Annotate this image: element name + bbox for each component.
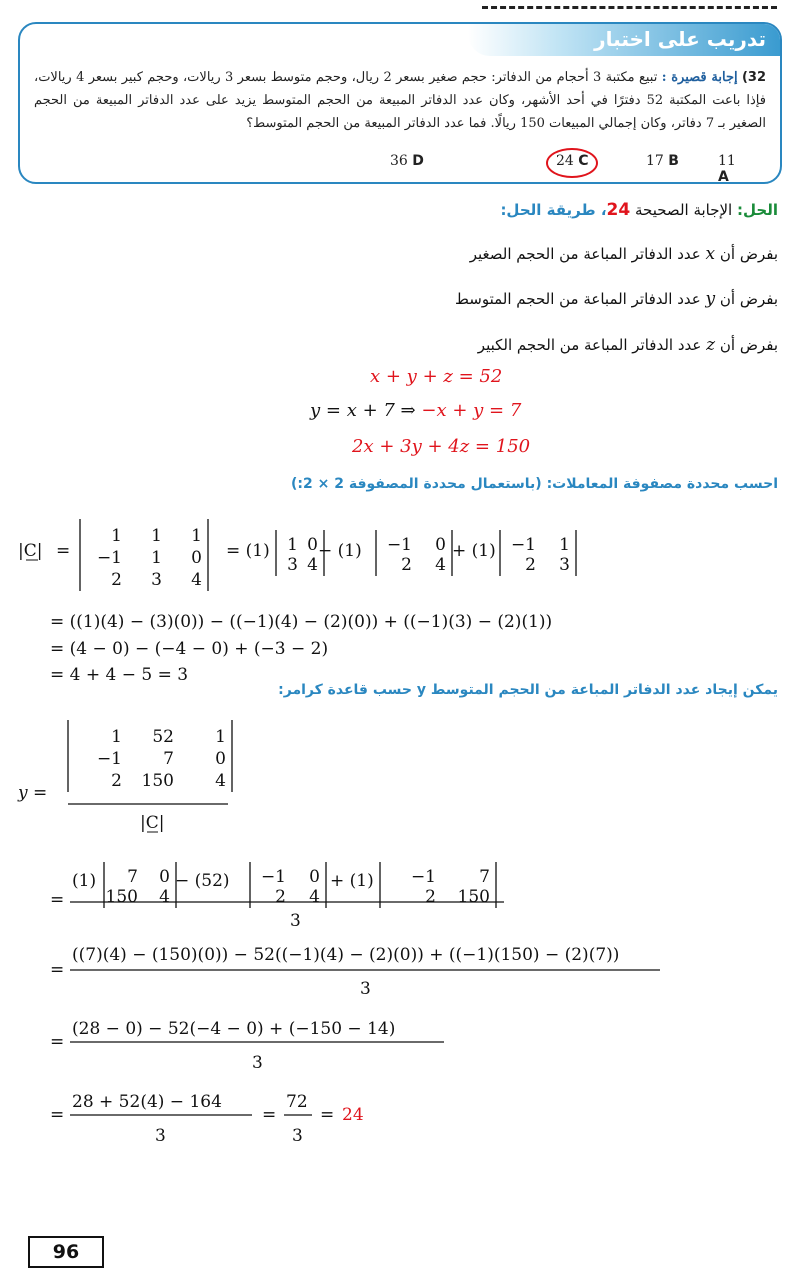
svg-text:3: 3	[292, 1126, 303, 1146]
choice-b[interactable]: 17 B	[646, 153, 679, 169]
final-result: 24	[342, 1105, 364, 1125]
matrix-entry: −1	[96, 749, 122, 769]
minor-1	[276, 530, 324, 576]
matrix-entry: 1	[111, 526, 122, 546]
matrix-entry: 7	[479, 867, 490, 887]
equation-2: y = x + 7 ⇒ −x + y = 7	[310, 400, 522, 421]
matrix-entry: 2	[275, 887, 286, 907]
matrix-entry: 0	[309, 867, 320, 887]
minor-3	[500, 530, 576, 576]
svg-text:=: =	[50, 960, 65, 980]
matrix-entry: −1	[386, 535, 412, 555]
svg-text:|C|: |C|	[18, 541, 43, 561]
matrix-entry: 0	[307, 535, 318, 555]
equation-1: x + y + z = 52	[370, 366, 503, 387]
matrix-entry: 4	[307, 555, 318, 575]
cramer-line-3: (28 − 0) − 52(−4 − 0) + (−150 − 14)	[72, 1019, 396, 1039]
svg-text:=: =	[56, 541, 71, 561]
matrix-entry: 0	[215, 749, 226, 769]
matrix-entry: 2	[401, 555, 412, 575]
minor-2	[376, 530, 452, 576]
choice-a[interactable]: 11 A	[718, 153, 736, 184]
cramer-heading: يمكن إيجاد عدد الدفاتر المباعة من الحجم المتوسط y حسب قاعدة كرامر:	[278, 682, 778, 698]
svg-text:(1): (1)	[72, 871, 97, 891]
matrix-cy	[68, 720, 232, 792]
matrix-entry: 2	[425, 887, 436, 907]
method-text: ، طريقة الحل:	[500, 201, 607, 219]
matrix-entry: 150	[105, 887, 138, 907]
answer-value: 24	[606, 200, 631, 220]
page-number: 96	[28, 1236, 104, 1268]
matrix-c	[80, 519, 208, 591]
svg-text:=: =	[262, 1105, 277, 1125]
matrix-entry: 7	[163, 749, 174, 769]
det-line-3: = (4 − 0) − (−4 − 0) + (−3 − 2)	[50, 639, 329, 659]
matrix-entry: 7	[127, 867, 138, 887]
svg-text:y =: y =	[18, 783, 48, 803]
svg-text:3: 3	[290, 911, 301, 931]
choice-d[interactable]: 36 D	[390, 153, 424, 169]
matrix-entry: 0	[191, 548, 202, 568]
assumption-y: بفرض أن y عدد الدفاتر المباعة من الحجم المتوسط	[455, 289, 778, 309]
matrix-entry: 1	[287, 535, 298, 555]
cramer-line-2: ((7)(4) − (150)(0)) − 52((−1)(4) − (2)(0)) + ((−1)(150) − (2)(7))	[72, 945, 620, 965]
determinant-expansion	[18, 519, 576, 591]
matrix-entry: 1	[151, 548, 162, 568]
cramer-minor-3	[380, 862, 496, 908]
svg-text:3: 3	[155, 1126, 166, 1146]
matrix-entry: 3	[151, 570, 162, 590]
svg-text:= (1): = (1)	[226, 541, 270, 561]
cramer-minor-1	[104, 862, 176, 908]
cramer-y-fraction	[17, 720, 232, 833]
determinant-heading: احسب محددة مصفوفة المعاملات: (باستعمال محددة المصفوفة 2 × 2:)	[290, 476, 778, 492]
matrix-entry: 1	[215, 727, 226, 747]
matrix-entry: 4	[215, 771, 226, 791]
assumption-x: بفرض أن x عدد الدفاتر المباعة من الحجم الصغير	[469, 244, 778, 264]
question-number: 32)	[741, 70, 766, 85]
svg-text:− (1): − (1)	[318, 541, 362, 561]
choice-c[interactable]: 24 C	[556, 153, 589, 169]
matrix-entry: 2	[111, 570, 122, 590]
svg-text:3: 3	[252, 1053, 263, 1073]
matrix-entry: 1	[111, 727, 122, 747]
matrix-entry: 2	[525, 555, 536, 575]
matrix-entry: 3	[559, 555, 570, 575]
matrix-entry: 3	[287, 555, 298, 575]
svg-text:+ (1): + (1)	[452, 541, 496, 561]
matrix-entry: 150	[141, 771, 174, 791]
matrix-entry: 0	[159, 867, 170, 887]
matrix-entry: −1	[410, 867, 436, 887]
matrix-entry: −1	[96, 548, 122, 568]
answer-text: الإجابة الصحيحة	[635, 201, 733, 219]
svg-text:|C|: |C|	[140, 813, 165, 833]
svg-text:=: =	[50, 1032, 65, 1052]
svg-text:+ (1): + (1)	[330, 871, 374, 891]
matrix-entry: 4	[435, 555, 446, 575]
question-tag: إجابة قصيرة :	[661, 70, 738, 85]
equation-3: 2x + 3y + 4z = 150	[352, 436, 531, 457]
matrix-entry: 150	[457, 887, 490, 907]
svg-text:=: =	[50, 1105, 65, 1125]
cramer-line-4: 28 + 52(4) − 164	[72, 1092, 222, 1112]
matrix-entry: 4	[309, 887, 320, 907]
matrix-entry: 4	[191, 570, 202, 590]
matrix-entry: −1	[260, 867, 286, 887]
cramer-expansion	[50, 862, 504, 931]
matrix-entry: 52	[152, 727, 174, 747]
question-body: تبيع مكتبة 3 أحجام من الدفاتر: حجم صغير بسعر 2 ريال، وحجم متوسط بسعر 3 ريالات، وحجم كبير بسعر 4 ريالات، فإذا باعت المكتبة 52 دفترًا في أحد الأشهر، وكان عدد الدفاتر المبيعة من الحجم المتوسط يزيد على عدد الدفاتر المبيعة من الحجم الصغير بـ 7 دفاتر، وكان إجمالي المبيعات 150 ريالًا. فما عدد الدفاتر المبيعة من الحجم المتوسط؟	[34, 70, 766, 131]
matrix-entry: 1	[559, 535, 570, 555]
solution-label: الحل:	[737, 201, 778, 219]
matrix-entry: 1	[151, 526, 162, 546]
matrix-entry: −1	[510, 535, 536, 555]
svg-text:=: =	[50, 890, 65, 910]
matrix-entry: 4	[159, 887, 170, 907]
svg-text:3: 3	[360, 979, 371, 999]
matrix-entry: 1	[191, 526, 202, 546]
det-line-4: = 4 + 4 − 5 = 3	[50, 665, 189, 685]
det-line-2: = ((1)(4) − (3)(0)) − ((−1)(4) − (2)(0)) + ((−1)(3) − (2)(1))	[50, 612, 553, 632]
svg-text:=: =	[320, 1105, 335, 1125]
fraction-72: 72	[286, 1092, 308, 1112]
matrix-entry: 2	[111, 771, 122, 791]
matrix-entry: 0	[435, 535, 446, 555]
cramer-minor-2	[250, 862, 326, 908]
practice-title: تدريب على اختبار	[594, 27, 766, 51]
svg-text:− (52): − (52)	[175, 871, 230, 891]
assumption-z: بفرض أن z عدد الدفاتر المباعة من الحجم الكبير	[477, 335, 778, 355]
